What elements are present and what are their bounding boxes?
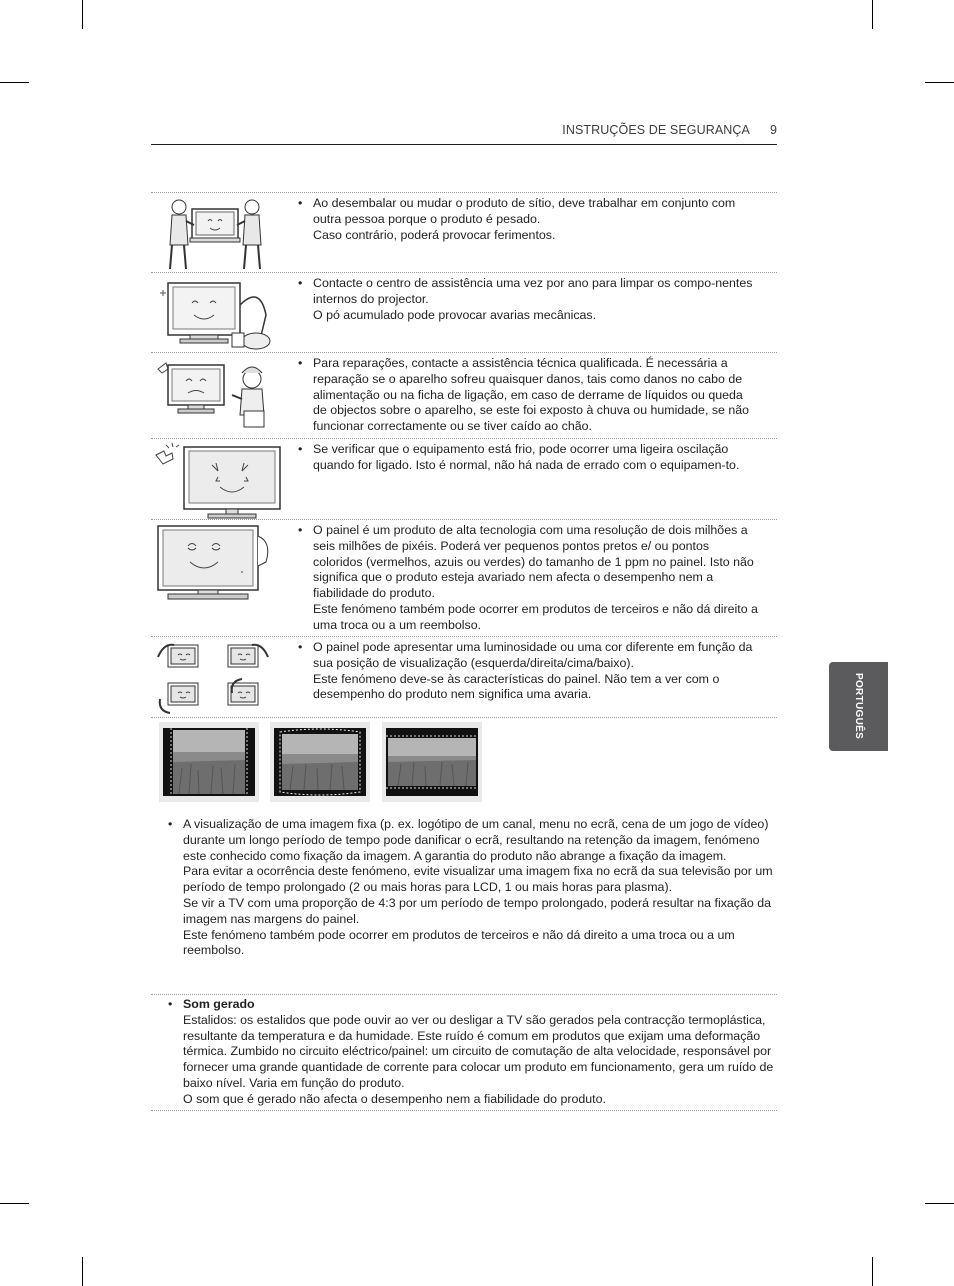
- bullet-item: [295, 523, 759, 634]
- paragraph: Se vir a TV com uma proporção de 4:3 por um período de tempo prolongado, poderá resultar na fixação da imagem nas margens do painel.: [183, 895, 771, 926]
- crop-mark: [872, 0, 873, 29]
- bullet-item: [295, 196, 759, 243]
- divider: [151, 717, 777, 718]
- row-text: [295, 523, 759, 634]
- viewing-angle-illustration: [154, 639, 282, 717]
- crop-mark: [872, 1257, 873, 1286]
- bullet-item: [295, 356, 759, 435]
- safety-row: [151, 438, 777, 520]
- paragraph: O pó acumulado pode provocar avarias mecânicas.: [313, 307, 597, 322]
- bullet-item: [295, 442, 759, 474]
- panel-pixels-illustration: [154, 522, 276, 606]
- row-text: [295, 442, 759, 474]
- bullet-item: [151, 817, 777, 959]
- paragraph: • Para reparações, contacte a assistência técnica qualificada. É necessária a reparação se o aparelho sofreu quaisquer danos, tais como danos no cabo de alimentação ou na ficha de ligação, em caso de derrame de líquidos ou queda de objectos sobre o aparelho, se este foi exposto à chuva ou humidade, se não funcionar correctamente ou se tiver caído ao chão.: [313, 356, 750, 434]
- language-tab: [829, 662, 888, 751]
- crop-mark: [82, 1257, 83, 1286]
- crop-mark: [0, 82, 29, 83]
- row-text: [295, 640, 759, 703]
- paragraph: • Contacte o centro de assistência uma vez por ano para limpar os compo-nentes internos do projector.: [313, 276, 753, 306]
- page-header: [151, 118, 777, 145]
- crop-mark: [925, 82, 954, 83]
- safety-row: [151, 272, 777, 353]
- paragraph: Este fenómeno também pode ocorrer em produtos de terceiros e não dá direito a uma troca ou a um reembolso.: [183, 927, 735, 958]
- image-retention-section: [151, 817, 777, 959]
- photo-frame-border: [270, 722, 370, 802]
- paragraph: • O painel é um produto de alta tecnologia com uma resolução de dois milhões a seis milhões de pixéis. Poderá ver pequenos pontos pretos e/ ou pontos coloridos (vermelhos, azuis ou verdes) do tamanho de 1 ppm no painel. Isto não significa que o produto esteja avariado nem afecta o desempenho nem a fiabilidade do produto.: [313, 523, 754, 601]
- divider: [151, 1110, 777, 1111]
- paragraph: • Ao desembalar ou mudar o produto de sítio, deve trabalhar em conjunto com outra pessoa porque o produto é pesado.: [313, 196, 736, 226]
- photo-letterbox: [382, 722, 482, 802]
- safety-row: [151, 192, 777, 273]
- bullet-item: [295, 276, 759, 323]
- section-title: INSTRUÇÕES DE SEGURANÇA: [562, 123, 750, 137]
- photo-side-bars: [159, 722, 259, 802]
- crop-mark: [82, 0, 83, 29]
- paragraph: Este fenómeno também pode ocorrer em produtos de terceiros e não dá direito a uma troca ou a um reembolso.: [313, 601, 758, 632]
- paragraph: Para evitar a ocorrência deste fenómeno, evite visualizar uma imagem fixa no ecrã da sua televisão por um período de tempo prolongado (2 ou mais horas para LCD, 1 ou mais horas para plasma).: [183, 864, 773, 895]
- safety-row: [151, 636, 777, 718]
- sound-section: [151, 997, 777, 1108]
- repair-technician-illustration: [154, 355, 272, 433]
- bullet-item: [151, 997, 777, 1108]
- row-text: [295, 196, 759, 243]
- bullet-item: [295, 640, 759, 703]
- vacuum-cleaning-tv-illustration: [154, 275, 272, 353]
- row-text: [295, 356, 759, 435]
- safety-row: [151, 519, 777, 637]
- paragraph: • Se verificar que o equipamento está frio, pode ocorrer uma ligeira oscilação quando for ligado. Isto é normal, não há nada de errado com o equipamen-to.: [313, 442, 740, 472]
- paragraph: Este fenómeno deve-se às características do painel. Não tem a ver com o desempenho do produto nem significa uma avaria.: [313, 671, 720, 702]
- safety-row: [151, 352, 777, 439]
- paragraph: Estalidos: os estalidos que pode ouvir ao ver ou desligar a TV são gerados pela contracção termoplástica, resultante da temperatura e da humidade. Este ruído é comum em produtos que exijam uma deformação térmica. Zumbido no circuito eléctrico/painel: um circuito de comutação de alta velocidade, responsável por fornecer uma grande quantidade de corrente para colocar um produto em funcionamento, gera um ruído de baixo nível. Varia em função do produto.: [183, 1012, 774, 1090]
- two-people-carrying-tv-illustration: [154, 195, 272, 273]
- language-tab-label: PORTUGUÊS: [853, 673, 864, 740]
- paragraph: • A visualização de uma imagem fixa (p. ex. logótipo de um canal, menu no ecrã, cena de um jogo de vídeo) durante um longo período de tempo pode danificar o ecrã, resultando na retenção da imagem, fenómeno este conhecido como fixação da imagem. A garantia do produto não abrange a fixação da imagem.: [183, 817, 769, 863]
- page-number: 9: [770, 123, 777, 137]
- paragraph: • O painel pode apresentar uma luminosidade ou uma cor diferente em função da sua posição de visualização (esquerda/direita/cima/baixo).: [313, 640, 753, 670]
- paragraph: Caso contrário, poderá provocar ferimentos.: [313, 227, 556, 242]
- paragraph: O som que é gerado não afecta o desempenho nem a fiabilidade do produto.: [183, 1091, 606, 1106]
- crop-mark: [925, 1203, 954, 1204]
- cold-tv-illustration: [154, 441, 282, 521]
- row-text: [295, 276, 759, 323]
- crop-mark: [0, 1203, 29, 1204]
- sound-heading: • Som gerado: [183, 997, 255, 1011]
- divider: [151, 994, 777, 995]
